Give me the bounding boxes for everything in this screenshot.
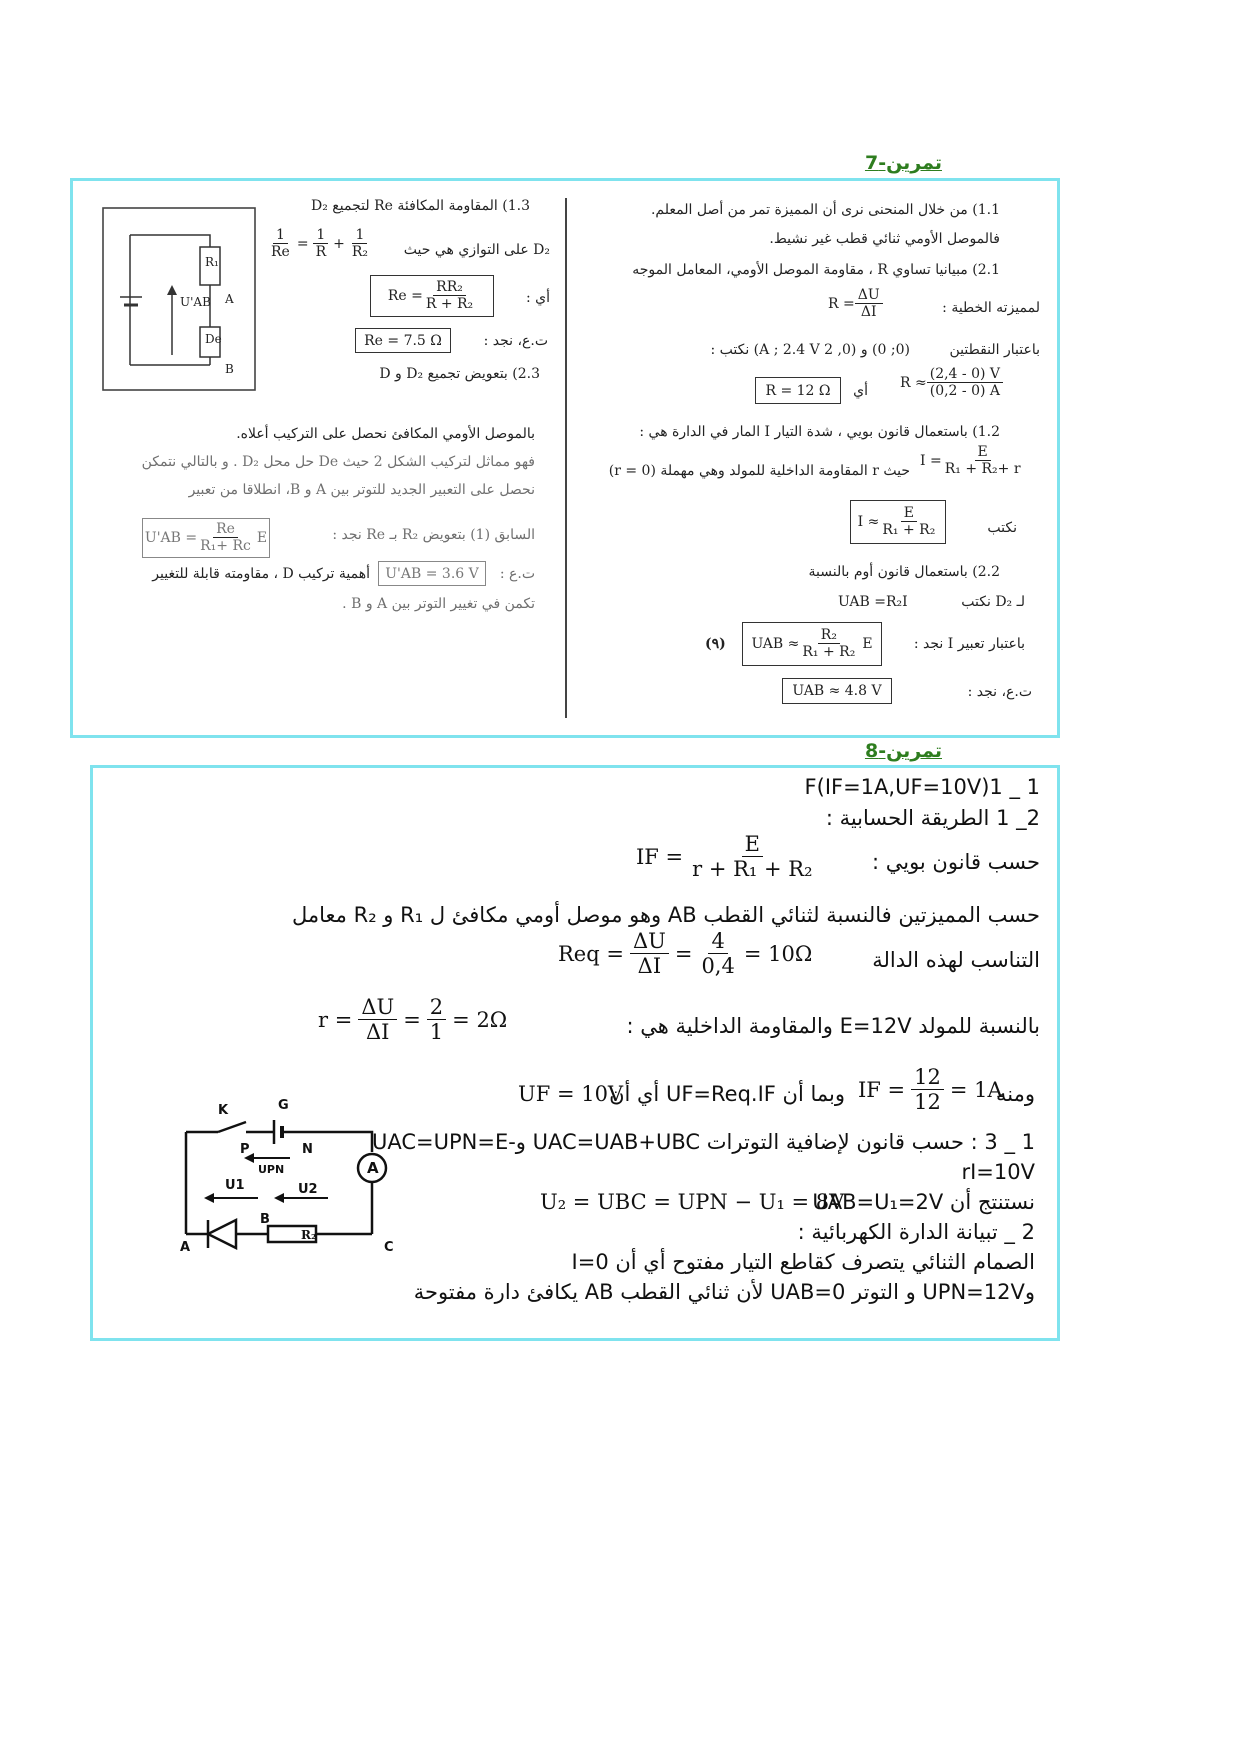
ex8-line-8: 1 _ 3 : حسب قانون لإضافية التوترات UAC=UAB+UBC و-UAC=UPN=E (372, 1130, 1035, 1154)
ex7-eq-r-calc (900, 367, 1003, 399)
ex7-p23-b: بالموصل الأومي المكافئ نحصل على التركيب أعلاه. (236, 426, 535, 442)
ex7-points-values: (0; 0) و (0, 2 A ; 2.4 V) نكتب : (710, 342, 910, 358)
ex8-eq-r: r = $\frac{\Delta U}{\Delta I}$ = $\frac{2}{1}$ = 2Ω (318, 995, 508, 1045)
ex8-circuit-ammeter: A (367, 1159, 379, 1177)
ex7-eq-r-def (828, 288, 883, 320)
ex7-result-I: I ≈ $\frac{E}{\text{R₁ + R₂}}$ (850, 500, 946, 544)
ex8-eq-req: Req = $\frac{\Delta U}{\Delta I}$ = $\frac{4}{0,4}$ = 10Ω (558, 929, 813, 979)
ex8-circuit-u2: U2 (298, 1182, 318, 1197)
eq-fraction: $\frac{\Delta U}{\Delta I}$ (855, 288, 883, 320)
ex8-eq-uf: UF = 10V (518, 1082, 624, 1106)
ex7-p23-d: نحصل على التعبير الجديد للتوتر بين A و B، انطلاقا من تعبير (188, 482, 535, 498)
ex8-line-2: 2_ 1 الطريقة الحسابية : (825, 806, 1040, 830)
eq-fraction: $\frac{(2,4 - 0) V}{(0,2 - 0) A}$ (927, 367, 1003, 399)
ex7-result-UAB-value: UAB ≈ 4.8 V (782, 678, 892, 704)
ex8-circuit-g: G (278, 1098, 289, 1113)
ex7-l-te-najid: ت.ع، نجد : (483, 333, 548, 349)
ex7-eq-re: $\frac{1}{Re}$ = $\frac{1}{R}$ + $\frac{1}{\text{R₂}}$ (271, 227, 368, 261)
ex7-p12-b: حيث r المقاومة الداخلية للمولد وهي مهملة (r = 0) (608, 463, 910, 479)
ex7-p21: 2.1) مبيانيا تساوي R ، مقاومة الموصل الأومي، المعامل الموجه (632, 262, 1000, 278)
eq-lhs: R ≈ (900, 375, 927, 392)
ex7-circuit-a: A (225, 292, 234, 306)
ex7-circuit-b: B (225, 362, 234, 376)
ex7-result-Re-formula: Re = $\frac{\text{RR₂}}{\text{R + R₂}}$ (370, 275, 494, 317)
ex7-result-U2-formula: U'AB = $\frac{Re}{\text{R₁+ Rc}}$ E (142, 518, 270, 558)
ex8-eq-boyer: IF = $\frac{E}{\text{r + R₁ + R₂}}$ (636, 832, 813, 882)
exercise-8-title: تمرين-8 (864, 740, 942, 762)
ex8-line-9: rI=10V (961, 1160, 1035, 1184)
ex7-result-Re-value: Re = 7.5 Ω (355, 328, 451, 353)
ex8-line-12: الصمام الثنائي يتصرف كقاطع التيار مفتوح أي أن I=0 (571, 1250, 1035, 1274)
ex8-circuit-r2: R₂ (301, 1228, 317, 1242)
ex7-p21-b: لمميزته الخطية : (942, 300, 1040, 316)
column-divider (565, 198, 567, 718)
eq-lhs: R = (828, 296, 855, 313)
ex7-result-R: R = 12 Ω (755, 377, 841, 404)
ex7-eq-I1 (920, 445, 1024, 477)
ex8-line-6-text: بالنسبة للمولد E=12V والمقاومة الداخلية هي : (626, 1014, 1040, 1038)
ex8-circuit-p: P (240, 1142, 250, 1157)
ex8-line-7-a: ومنه (996, 1082, 1035, 1106)
ex7-p12: 1.2) باستعمال قانون بويي ، شدة التيار I المار في الدارة هي : (639, 424, 1000, 440)
ex8-circuit-c: C (384, 1240, 394, 1255)
ex7-p22: 2.2) باستعمال قانون أوم بالنسبة (808, 564, 1000, 580)
ex8-line-3-text: حسب قانون بويي : (871, 850, 1040, 874)
exercise-7-title: تمرين-7 (864, 152, 942, 174)
ex7-circuit-de: De (205, 332, 222, 346)
ex7-naktub: نكتب (987, 520, 1017, 536)
ex7-points-label: باعتبار النقطتين (949, 342, 1040, 358)
ex8-line-4: حسب المميزتين فالنسبة لثنائي القطب AB وهو موصل أومي مكافئ ل R₁ و R₂ معامل (292, 903, 1040, 927)
ex7-p23-e: السابق (1) بتعويض R₂ بـ Re نجد : (332, 527, 535, 543)
ex7-circuit-r1: R₁ (205, 255, 219, 269)
eq-fraction: $\frac{E}{\text{R₁ + R₂+ r}}$ (944, 444, 1021, 478)
ex8-circuit-k: K (218, 1103, 229, 1118)
ex8-circuit-a: A (180, 1240, 191, 1255)
ex8-circuit-u1: U1 (225, 1178, 245, 1193)
ex8-line-13: وUPN=12V و التوتر UAB=0 لأن ثنائي القطب AB يكافئ دارة مفتوحة (413, 1280, 1035, 1304)
ex7-result-U2-value: U'AB = 3.6 V (378, 561, 486, 586)
ex7-p23-f: أهمية تركيب D ، مقاومته قابلة للتغيير (152, 566, 370, 582)
ex8-line-11: 2 _ تبيانة الدارة الكهربائية : (797, 1220, 1035, 1244)
ex7-ay: أي (853, 383, 868, 399)
ex8-line-5-text: التناسب لهذه الدالة (872, 948, 1040, 972)
ex8-eq-u2: U₂ = UBC = UPN − U₁ = 8V (540, 1190, 845, 1214)
ex8-circuit-b: B (260, 1212, 270, 1227)
ex7-eq-tag: (٩) (705, 636, 726, 652)
ex8-line-1: F(IF=1A,UF=10V)1 _ 1 (804, 775, 1040, 799)
ex7-p23-c: فهو مماثل لتركيب الشكل 2 حيث De حل محل D₂ . و بالتالي نتمكن (141, 454, 535, 470)
ex8-line-10-a: نستنتج أن UAB=U₁=2V (812, 1190, 1035, 1214)
ex7-p13-b: D₂ على التوازي هي حيث (403, 242, 550, 258)
ex7-p22-b: لـ D₂ نكتب (961, 594, 1025, 610)
ex7-te-najid: ت.ع، نجد : (967, 684, 1032, 700)
ex7-l-ay: أي : (525, 290, 550, 306)
ex7-p22-eq: UAB =R₂I (838, 594, 908, 610)
ex7-p23-g: تكمن في تغيير التوتر بين A و B . (342, 596, 535, 612)
ex7-te-a: ت.ع : (499, 566, 535, 582)
ex8-circuit-upn: UPN (258, 1163, 285, 1176)
ex7-p22-c: باعتبار تعبير I نجد : (913, 636, 1025, 652)
ex8-eq-if: IF = $\frac{12}{12}$ = 1A (858, 1065, 1003, 1115)
ex8-circuit-diagram (178, 1110, 398, 1250)
ex7-p23: 2.3) بتعويض تجميع D₂ و D (379, 366, 540, 382)
eq-lhs: I = (920, 453, 942, 470)
ex7-circuit-uab: U'AB (180, 295, 211, 309)
ex8-line-7-b: وبما أن UF=Req.IF أي أن (609, 1082, 845, 1106)
ex7-result-UAB: UAB ≈ $\frac{\text{R₂}}{\text{R₁ + R₂}}$ E (742, 622, 882, 666)
ex7-p11-a: 1.1) من خلال المنحنى نرى أن المميزة تمر من أصل المعلم. (650, 202, 1000, 218)
ex7-p13: 1.3) المقاومة المكافئة Re لتجميع D₂ (311, 198, 530, 214)
ex8-circuit-n: N (302, 1142, 313, 1157)
ex7-p11-b: فالموصل الأومي ثنائي قطب غير نشيط. (769, 231, 1000, 247)
